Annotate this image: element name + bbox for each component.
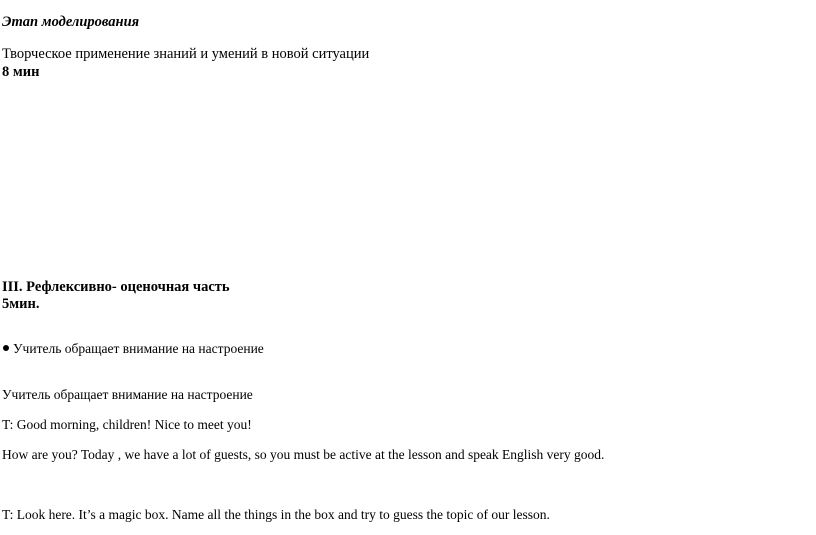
dialog-line-magic-box: T: Look here. It’s a magic box. Name all the things in the box and try to guess the topic of our lesson. [2, 507, 550, 522]
dialog-line-guests: How are you? Today , we have a lot of guests, so you must be active at the lesson and speak English very good. [2, 447, 605, 462]
bullet-item [2, 342, 264, 356]
stage-description: Творческое применение знаний и умений в новой ситуации [2, 46, 370, 62]
teacher-note: Учитель обращает внимание на настроение [2, 387, 253, 402]
dialog-line-greeting: T: Good morning, children! Nice to meet you! [2, 417, 252, 432]
stage-time: 8 мин [2, 64, 40, 80]
bullet-item-text: Учитель обращает внимание на настроение [13, 341, 264, 356]
section-title: III. Рефлексивно- оценочная часть [2, 279, 230, 295]
bullet-dot-icon [3, 345, 9, 351]
stage-title: Этап моделирования [2, 14, 140, 30]
section-time: 5мин. [2, 296, 40, 312]
